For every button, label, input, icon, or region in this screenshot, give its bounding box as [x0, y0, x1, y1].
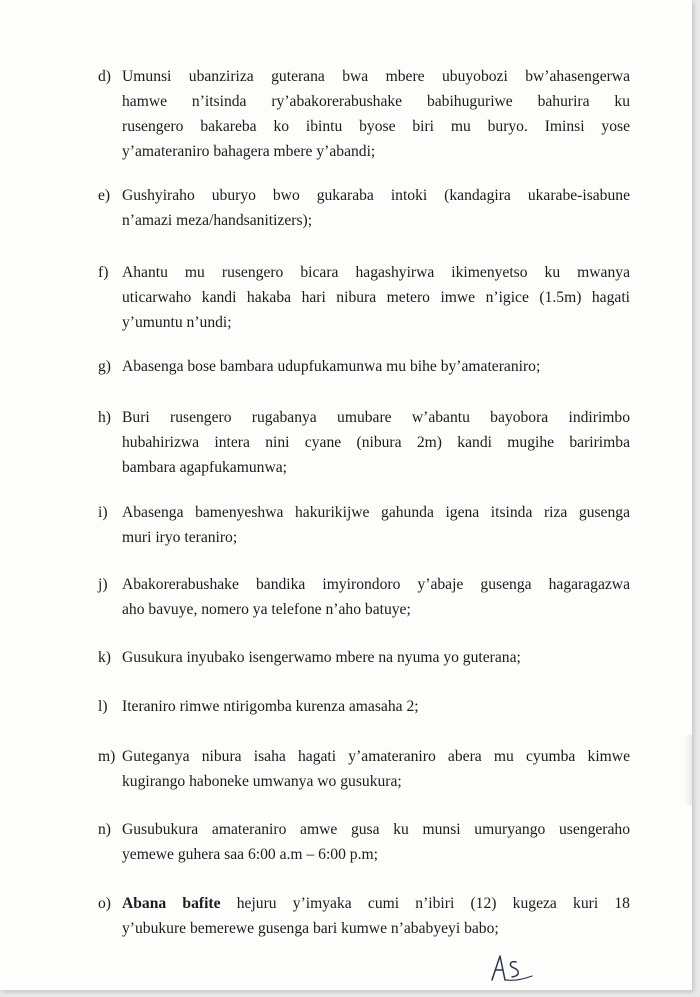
- list-item-o: [98, 891, 630, 941]
- text-line: [122, 891, 630, 916]
- text-line: Gushyiraho uburyo bwo gukaraba intoki (kandagira ukarabe-isabune: [122, 187, 630, 204]
- page-edge-shadow: [684, 735, 692, 805]
- item-letter: e): [98, 187, 111, 204]
- list-item-g: [98, 354, 630, 379]
- item-letter: n): [98, 821, 111, 838]
- item-text: [122, 183, 630, 233]
- list-item-l: [98, 694, 630, 719]
- item-text: [122, 694, 630, 719]
- text-line: Guteganya nibura isaha hagati y’amateraniro abera mu cyumba kimwe: [122, 748, 630, 765]
- item-text: [122, 744, 630, 794]
- item-letter: j): [98, 576, 108, 593]
- text-line: Ahantu mu rusengero bicara hagashyirwa ikimenyetso ku mwanya: [122, 264, 630, 281]
- text-line: uticarwaho kandi hakaba hari nibura metero imwe n’igice (1.5m) hagati: [122, 289, 630, 306]
- item-text: [122, 260, 630, 335]
- item-text: [122, 405, 630, 480]
- list-item-i: [98, 500, 630, 550]
- item-letter: m): [98, 748, 116, 765]
- item-letter: k): [98, 649, 111, 666]
- list-item-h: [98, 405, 630, 480]
- text-line: hubahirizwa intera nini cyane (nibura 2m) kandi mugihe baririmba: [122, 434, 630, 451]
- text-line: Buri rusengero rugabanya umubare w’abantu bayobora indirimbo: [122, 409, 630, 426]
- item-letter: l): [98, 698, 108, 715]
- item-letter: f): [98, 264, 109, 281]
- text-line: Abasenga bose bambara udupfukamunwa mu bihe by’amateraniro;: [122, 358, 541, 375]
- text-line: Iteraniro rimwe ntirigomba kurenza amasaha 2;: [122, 698, 419, 715]
- list-item-j: [98, 572, 630, 622]
- text-line: y’umuntu n’undi;: [122, 314, 232, 331]
- item-text: [122, 354, 630, 379]
- list-item-m: [98, 744, 630, 794]
- text-line: y’ubukure bemerewe gusenga bari kumwe n’ababyeyi babo;: [122, 920, 499, 937]
- text-line: Gusukura inyubako isengerwamo mbere na nyuma yo guterana;: [122, 649, 521, 666]
- text-line: n’amazi meza/handsanitizers);: [122, 212, 313, 229]
- text-line: bambara agapfukamunwa;: [122, 459, 287, 476]
- list-item-d: [98, 64, 630, 164]
- list-item-f: [98, 260, 630, 335]
- item-text: [122, 817, 630, 867]
- item-letter: i): [98, 504, 108, 521]
- item-text: [122, 891, 630, 941]
- text-line: kugirango haboneke umwanya wo gusukura;: [122, 773, 402, 790]
- text-line: Umunsi ubanziriza guterana bwa mbere ubuyobozi bw’ahasengerwa: [122, 68, 630, 85]
- item-letter: o): [98, 895, 111, 912]
- list-item-k: [98, 645, 630, 670]
- text-line: y’amateraniro bahagera mbere y’abandi;: [122, 143, 376, 160]
- text-line: Abasenga bamenyeshwa hakurikijwe gahunda igena itsinda riza gusenga: [122, 504, 630, 521]
- list-item-e: [98, 183, 630, 233]
- text-line: Gusubukura amateraniro amwe gusa ku munsi umuryango usengeraho: [122, 821, 630, 838]
- text-line: hamwe n’itsinda ry’abakorerabushake babihuguriwe bahurira ku: [122, 93, 630, 110]
- item-text: [122, 500, 630, 550]
- item-text: [122, 572, 630, 622]
- text-line: rusengero bakareba ko ibintu byose biri mu buryo. Iminsi yose: [122, 118, 630, 135]
- list-item-n: [98, 817, 630, 867]
- bold-lead: Abana bafite: [122, 895, 221, 912]
- item-letter: h): [98, 409, 111, 426]
- item-letter: d): [98, 68, 111, 85]
- line-rest: hejuru y’imyaka cumi n’ibiri (12) kugeza kuri 18: [236, 895, 630, 912]
- item-text: [122, 64, 630, 164]
- text-line: Abakorerabushake bandika imyirondoro y’abaje gusenga hagaragazwa: [122, 576, 630, 593]
- text-line: yemewe guhera saa 6:00 a.m – 6:00 p.m;: [122, 846, 378, 863]
- item-text: [122, 645, 630, 670]
- text-line: muri iryo teraniro;: [122, 529, 238, 546]
- item-letter: g): [98, 358, 111, 375]
- signature-initials-icon: [486, 950, 536, 984]
- text-line: aho bavuye, nomero ya telefone n’aho batuye;: [122, 601, 411, 618]
